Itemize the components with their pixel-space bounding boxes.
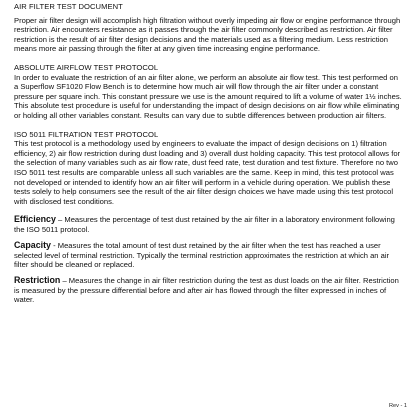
revision-label: Rev - 1 [388, 403, 407, 409]
section-title-air-filter-test: AIR FILTER TEST DOCUMENT [14, 2, 123, 11]
section-spacer [14, 121, 402, 130]
section-spacer [14, 54, 402, 63]
section-title-iso-5011: ISO 5011 FILTRATION TEST PROTOCOL [14, 129, 159, 139]
definition-term-capacity: Capacity [14, 240, 51, 251]
section-body-iso-5011: This test protocol is a methodology used by engineers to evaluate the impact of design decisions on 1) filtration efficiency, 2) air flow restriction during dust loading and 3) overall dust holding capacity. This test protocol allows for the selection of many variables such as air flow rate, dust feed rate, test duration and test fixture. Therefore no two ISO 5011 test results are comparable unless all such variables are the same. Keep in mind, this test protocol was not developed or intended to identify how an air filter will perform in a vehicle during operation. We publish these tests solely to help consumers see the result of the air filter design choices we have made using this test protocol with disclosed test conditions. [14, 139, 401, 206]
section-spacer [14, 206, 402, 215]
section-title-absolute-airflow: ABSOLUTE AIRFLOW TEST PROTOCOL [14, 62, 159, 72]
definition-term-efficiency: Efficiency [14, 214, 56, 225]
definition-text-capacity: - Measures the total amount of test dust retained by the air filter when the test has reached a user selected level of terminal restriction. Typically the terminal restriction approximates the restriction at which an air filter should be cleaned or replaced. [14, 241, 390, 269]
section-body-air-filter-test: Proper air filter design will accomplish high filtration without overly impeding air flow or engine performance through restriction. Air encounters resistance as it passes through the air filter commonly described as restriction. Air filter restriction is the result of air filter design decisions and the materials used as a filtering medium. Less restriction means more air passing through the filter at any given time increasing engine performance. [14, 15, 401, 54]
definition-text-restriction: – Measures the change in air filter restriction during the test as dust loads on the air filter. Restriction is measured by the pressure differential before and after air has flowed through the filter expressed in inches of water. [14, 276, 399, 305]
definition-capacity [14, 241, 402, 269]
definition-efficiency [14, 215, 402, 234]
definition-restriction [14, 276, 402, 304]
section-body-absolute-airflow: In order to evaluate the restriction of an air filter alone, we perform an absolute air flow test. This test performed on a Superflow SF1020 Flow Bench is to determine how much air will flow through the air filter under a constant pressure per square inch. This constant pressure we use is the amount required to lift a volume of water 1½ inches. This absolute test procedure is useful for understanding the impact of design decisions on air flow while eliminating or holding all other variables constant. Results can vary due to subtle differences between production air filters. [14, 72, 402, 120]
definition-term-restriction: Restriction [14, 275, 61, 286]
definition-text-efficiency: – Measures the percentage of test dust retained by the air filter in a laboratory environment following the ISO 5011 protocol. [14, 215, 395, 234]
